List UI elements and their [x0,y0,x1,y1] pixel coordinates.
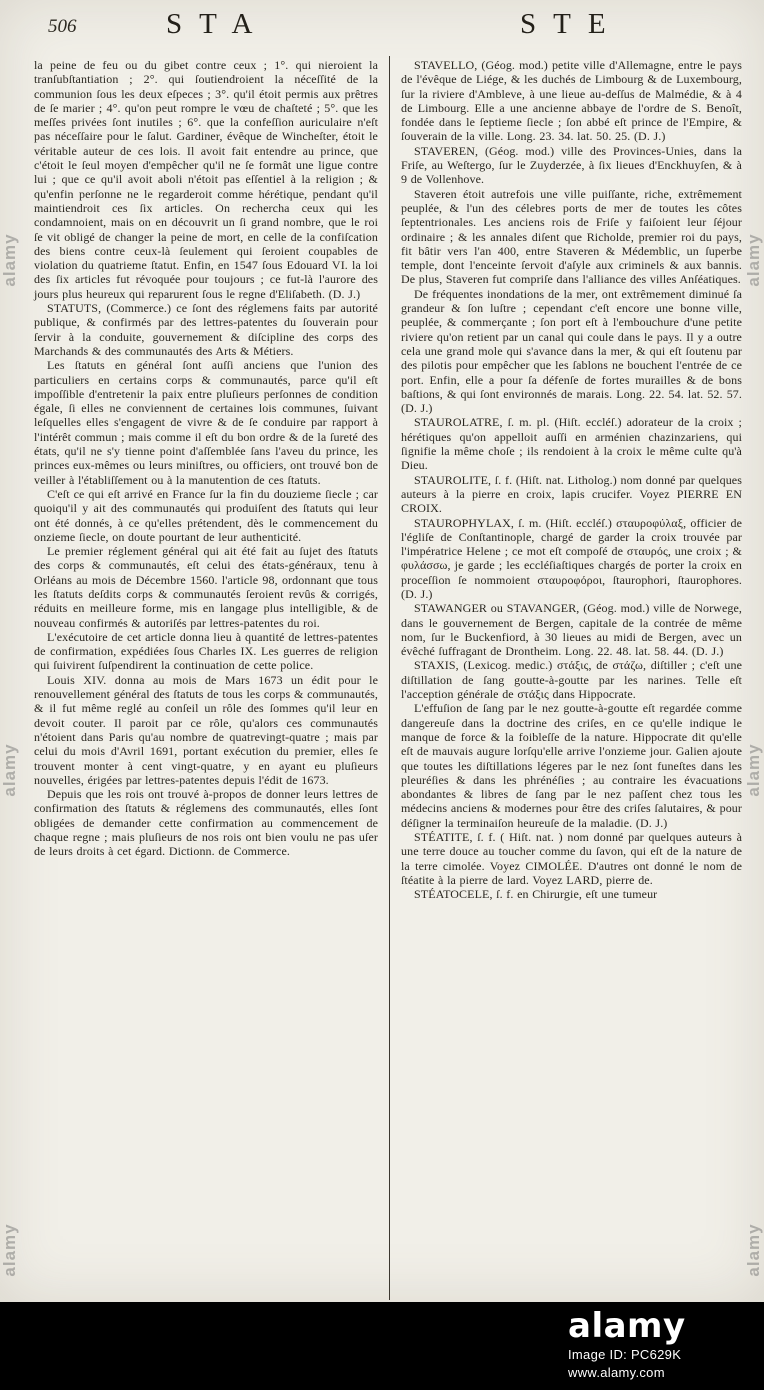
entry-steatocele: STÉATOCELE, ſ. f. en Chirurgie, eſt une tumeur [414,887,658,902]
entry-staurolite: STAUROLITE, ſ. f. (Hiſt. nat. Litholog.) nom donné par quelques auteurs à la pierre en croix, lapis crucifer. Voyez PIERRE EN CROIX. [401,472,742,516]
alamy-side-watermark: alamy [744,743,763,797]
entry-staurolatre: STAUROLATRE, ſ. m. pl. (Hiſt. eccléſ.) adorateur de la croix ; hérétiques qu'on appelloit auſſi en arménien chazinzariens, qui ſignifie la même choſe ; ils rendoient à la croix le même culte qu'à Dieu. [401,415,742,473]
alamy-logo: alamy [568,1306,686,1346]
entry-staveren: STAVEREN, (Géog. mod.) ville des Provinces-Unies, dans la Friſe, au Weſtergo, ſur le Zuyderzée, à ſix lieues d'Enckhuyſen, & à 9 de Vollenhove. [401,143,742,187]
running-header-left: STA [166,8,270,40]
statuts-paragraph-5: L'exécutoire de cet article donna lieu à quantité de lettres-patentes de confirmation, expédiées ſous Charles IX. Les guerres de religion qui ſuivirent ſuſpendirent la continuation de cette police. [34,629,378,673]
alamy-side-watermark: alamy [744,1223,763,1277]
statuts-paragraph-4: Le premier réglement général qui ait été fait au ſujet des ſtatuts des corps & communautés, eſt celui des états-généraux, tenu à Orléans au mois de Décembre 1560. l'article 98, ordonnant que tous les ſtatuts deſdits corps & communautés ſeroient revûs & corrigés, réduits en meilleure forme, mis en langage plus intelligible, & de nouveau confirmés & autoriſés par lettres-patentes du roi. [34,544,378,630]
alamy-url: www.alamy.com [568,1365,665,1380]
right-column [401,58,742,902]
entry-steatite: STÉATITE, ſ. f. ( Hiſt. nat. ) nom donné par quelques auteurs à une terre douce au toucher comme du ſavon, qui eſt de la nature de la terre cimolée. Voyez CIMOLÉE. D'autres ont donné le nom de ſtéatite à la pierre de lard. Voyez LARD, pierre de. [401,830,742,887]
column-divider [389,56,390,1300]
staveren-paragraph-2: Staveren étoit autrefois une ville puiſſante, riche, extrêmement peuplée, & l'un des célebres ports de mer de toutes les côtes ſeptentrionales. Les anciens rois de Friſe y faiſoient leur ſéjour ordinaire ; & les annales diſent que Richolde, premier roi du pays, fit bâtir vers l'an 400, entre Staveren & Médemblic, un ſuperbe temple, dont l'enceinte ſervoit d'aſyle aux criminels & aux bannis. De plus, Staveren fut compriſe dans l'alliance des villes Anſéatiques. [401,186,742,287]
alamy-side-watermark: alamy [0,743,19,797]
staxis-paragraph-2: L'effuſion de ſang par le nez goutte-à-goutte eſt regardée comme dangereuſe dans la doctrine des criſes, en ce qu'elle indique le manque de force & la foibleſſe de la nature. Hippocrate dit qu'elle eſt de mauvais augure lorſqu'elle arrive l'onzieme jour. Galien ajoute que toutes les diſtillations légeres par le nez ſont funeſtes dans les pleuréſies & dans les phrénéſies ; au contraire les évacuations abondantes & libres de ſang par le nez paſſent chez tous les médecins anciens & modernes pour être des criſes ſalutaires, & pour déſigner la terminaiſon heureuſe de la maladie. (D. J.) [401,701,742,830]
running-header-right: STE [520,8,623,40]
alamy-watermark-bar [0,1302,764,1390]
alamy-side-watermark: alamy [0,1223,19,1277]
entry-statuts: STATUTS, (Commerce.) ce ſont des réglemens faits par autorité publique, & confirmés par des lettres-patentes du ſouverain pour ſervir à la conduite, gouvernement & diſcipline des corps des Marchands & des communautés des Arts & Métiers. [34,301,378,358]
alamy-side-watermark: alamy [744,233,763,287]
entry-staurophylax: STAUROPHYLAX, ſ. m. (Hiſt. eccléſ.) σταυροφύλαξ, officier de l'égliſe de Conſtantinople, chargé de garder la croix trouvée par l'impératrice Helene ; ce mot eſt compoſé de σταυρός, une croix ; & φυλάσσω, je garde ; les eccléſiaſtiques chargés de porter la croix en proceſſion ſe nommoient σταυροφόροι, ſtaurophori, ſtaurophores. (D. J.) [401,515,742,601]
alamy-side-watermark: alamy [0,233,19,287]
entry-stawanger: STAWANGER ou STAVANGER, (Géog. mod.) ville de Norwege, dans le gouvernement de Bergen, capitale de la contrée de même nom, ſur le Buckenfiord, à 30 lieues au midi de Bergen, avec un évêché ſuffragant de Drontheim. Long. 22. 48. lat. 58. 44. (D. J.) [401,601,742,659]
statuts-paragraph-6: Louis XIV. donna au mois de Mars 1673 un édit pour le renouvellement général des ſtatuts de tous les corps & communautés, & il fut même reglé au conſeil un rôle des ſommes qu'il leur en devoit couter. Il paroit par ce rôle, qu'alors ces communautés n'étoient dans Paris qu'au nombre de quatrevingt-quatre ; mais par celui du mois d'Avril 1691, portant exécution du premier, elles ſe trouvent monter à cent vingt-quatre, y en ayant eu pluſieurs nouvelles, érigées par lettres-patentes depuis l'édit de 1673. [34,672,378,787]
staveren-paragraph-3: De fréquentes inondations de la mer, ont extrêmement diminué ſa grandeur & ſon luſtre ; cependant c'eſt encore une bonne ville, peuplée, & commerçante ; ſon port eſt à l'embouchure d'une petite riviere qu'on retient par un canal qui coule dans le pays. Il y a outre cela une grand mole qui s'avance dans la mer, & qui eſt ſoutenu par des pilotis pour empêcher que les ſablons ne bouchent l'entrée de ce port. Enfin, elle a pour ſa défenſe de fortes murailles & de bons baſtions, & qui ſont environnés de marais. Long. 22. 54. lat. 52. 57. (D. J.) [401,286,742,416]
article-six-articles-continuation: la peine de feu ou du gibet contre ceux ; 1°. qui nieroient la tranſubſtantiation ; 2°. qui ſoutiendroient la néceſſité de la communion ſous les deux eſpeces ; 3°. qu'il étoit permis aux prêtres de ſe marier ; 4°. qu'on peut rompre le vœu de chaſteté ; 5°. que les meſſes privées ſont inutiles ; 6°. que la confeſſion auriculaire n'eſt pas néceſſaire pour le ſalut. Gardiner, évêque de Wincheſter, étoit le véritable auteur de ces lois. Il avoit fait entendre au prince, que c'étoit le ſeul moyen d'empêcher qu'il ne ſe formât une ligue contre lui ; que ce qu'il avoit aboli n'étoit pas eſſentiel à la religion ; & qu'enfin perſonne ne le regarderoit comme hérétique, pendant qu'il maintiendroit ces ſix articles. On rechercha ceux qui les condamnoient, mais on en découvrit un ſi grand nombre, que le roi ſe vit obligé de changer la peine de mort, en celle de la confiſcation des biens contre ceux-là ſeulement qui ſeroient coupables de violation du quatrieme ſtatut. Enfin, en 1547 ſous Edouard VI. la loi des ſix articles fut révoquée pour toujours ; ce fut-là l'aurore des jours plus heureux qui reparurent ſous le regne d'Eliſabeth. (D. J.) [34,58,378,301]
page-number: 506 [48,16,77,37]
entry-stavello: STAVELLO, (Géog. mod.) petite ville d'Allemagne, entre le pays de l'évêque de Liége, & les duchés de Limbourg & de Luxembourg, ſur la riviere d'Ambleve, à une lieue au-deſſus de Malmédie, & à 4 de Limbourg. Elle a une ancienne abbaye de l'ordre de S. Benoît, fondée dans le ſeptieme ſiecle ; ſon abbé eſt prince de l'Empire, & ſouverain de la ville. Long. 23. 34. lat. 50. 25. (D. J.) [401,58,742,144]
alamy-info-block [568,1308,686,1380]
image-id-label: Image ID: PC629K [568,1347,682,1362]
entry-staxis: STAXIS, (Lexicog. medic.) στάξις, de στάζω, diſtiller ; c'eſt une diſtillation de ſang goutte-à-goutte par les narines. Telle eſt l'acception générale de στάξις dans Hippocrate. [401,658,742,702]
statuts-paragraph-7: Depuis que les rois ont trouvé à-propos de donner leurs lettres de confirmation des ſtatuts & réglemens des communautés, elles ſont obligées de demander cette confirmation au commencement de chaque regne ; mais pluſieurs de nos rois ont bien voulu ne pas uſer de leurs droits à cet égard. Dictionn. de Commerce. [34,787,378,859]
statuts-paragraph-3: C'eſt ce qui eſt arrivé en France ſur la fin du douzieme ſiecle ; car quoiqu'il y ait des communautés qui produiſent des ſtatuts qui leur ont été donnés, à ce qu'elles prétendent, dès le commencement du onzieme ſiecle, on doute pourtant de leur authenticité. [34,486,378,544]
statuts-paragraph-2: Les ſtatuts en général ſont auſſi anciens que l'union des particuliers en certains corps & communautés, parce qu'il eſt impoſſible d'entretenir la paix entre pluſieurs perſonnes de condition égale, ſi elles ne conviennent de certaines lois communes, ſuivant leſquelles elles s'engagent de vivre & de ſe conduire par rapport à l'intérêt commun ; mais comme il eſt du bon ordre & de la ſureté des états, qu'il ne s'y tienne point d'aſſemblée ſans l'aveu du prince, les princes eux-mêmes ou leurs miniſtres, ou officiers, ont trouvé bon de veiller à l'établiſſement ou à la manutention de ces ſtatuts. [34,358,378,487]
left-column [34,58,378,859]
